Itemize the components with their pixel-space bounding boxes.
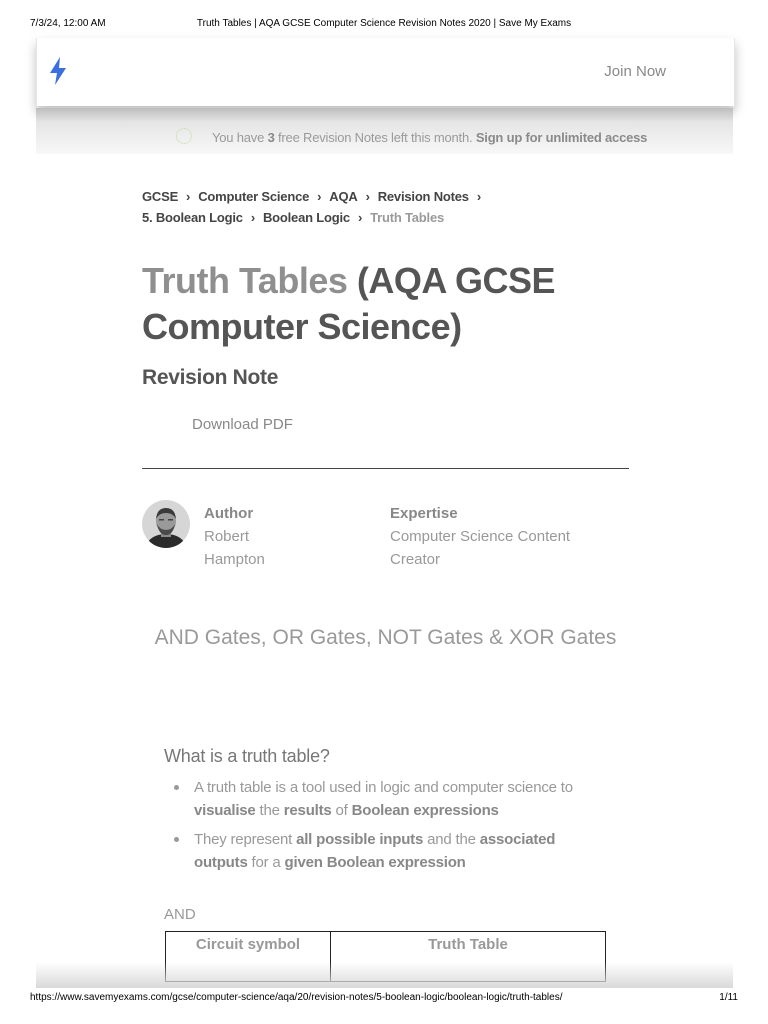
main-content [142, 186, 632, 953]
breadcrumb-aqa[interactable]: AQA [329, 189, 358, 204]
chevron-right-icon: › [365, 189, 370, 204]
page-title-topic: Truth Tables [142, 260, 348, 301]
breadcrumb-computer-science[interactable]: Computer Science [198, 189, 310, 204]
banner-count: 3 [267, 130, 275, 145]
bottom-fade [36, 962, 733, 988]
expertise-line-2: Creator [390, 551, 441, 568]
bullet-text: of [331, 802, 352, 819]
page-subtitle: Revision Note [142, 366, 279, 389]
column-header-truth-table: Truth Table [331, 932, 606, 982]
list-item [164, 776, 604, 822]
chevron-right-icon: › [250, 210, 255, 225]
page-title-course: (AQA GCSE Computer Science) [142, 260, 556, 347]
banner-message [176, 128, 647, 145]
chevron-right-icon: › [476, 189, 481, 204]
bullet-list [164, 776, 604, 880]
author-first-name: Robert [204, 528, 250, 545]
bullet-emphasis: visualise [194, 802, 256, 819]
expertise-line-1: Computer Science Content [390, 528, 571, 545]
breadcrumb-gcse[interactable]: GCSE [142, 189, 179, 204]
bullet-emphasis: Boolean expressions [351, 802, 499, 819]
print-doc-title: Truth Tables | AQA GCSE Computer Science Revision Notes 2020 | Save My Exams [196, 18, 572, 29]
bullet-text: and the [423, 831, 480, 848]
free-notes-banner [36, 108, 733, 154]
list-item [164, 828, 604, 874]
bullet-emphasis: given Boolean expression [284, 854, 466, 871]
chevron-right-icon: › [186, 189, 191, 204]
breadcrumb-revision-notes[interactable]: Revision Notes [377, 189, 469, 204]
section-heading: What is a truth table? [164, 746, 330, 766]
author-label: Author [204, 505, 254, 522]
column-header-circuit-symbol: Circuit symbol [166, 932, 331, 982]
progress-ring-icon [176, 128, 192, 144]
banner-suffix: free Revision Notes left this month. [274, 130, 476, 145]
print-url: https://www.savemyexams.com/gcse/computer-science/aqa/20/revision-notes/5-boolean-logic/boolean-logic/truth-tables/ [30, 992, 563, 1003]
bullet-emphasis: results [283, 802, 332, 819]
breadcrumb [142, 186, 632, 228]
join-now-link[interactable]: Join Now [604, 63, 666, 80]
print-datetime: 7/3/24, 12:00 AM [30, 18, 106, 29]
author-last-name: Hampton [204, 551, 265, 568]
bullet-text: the [255, 802, 284, 819]
author-column [204, 502, 265, 571]
expertise-column [390, 502, 570, 571]
bullet-text: They represent [194, 831, 297, 848]
signup-link[interactable]: Sign up for unlimited access [475, 130, 648, 145]
expertise-label: Expertise [390, 505, 458, 522]
bullet-text: A truth table is a tool used in logic and computer science to [194, 779, 573, 796]
author-block [142, 500, 632, 580]
page-title [142, 258, 632, 350]
divider [142, 468, 629, 469]
bullet-text: for a [247, 854, 285, 871]
chevron-right-icon: › [357, 210, 363, 225]
gate-label: AND [164, 906, 196, 923]
banner-prefix: You have [212, 130, 268, 145]
site-header [36, 38, 735, 106]
print-page-number: 1/11 [719, 992, 738, 1003]
bullet-emphasis: associated outputs [194, 831, 556, 871]
breadcrumb-boolean-logic-topic[interactable]: 5. Boolean Logic [142, 210, 243, 225]
lightning-bolt-icon[interactable] [47, 56, 69, 86]
breadcrumb-current: Truth Tables [370, 210, 445, 225]
avatar [142, 500, 190, 548]
section-title: AND Gates, OR Gates, NOT Gates & XOR Gates [154, 626, 617, 649]
bullet-emphasis: all possible inputs [296, 831, 424, 848]
chevron-right-icon: › [317, 189, 322, 204]
breadcrumb-boolean-logic[interactable]: Boolean Logic [262, 210, 350, 225]
download-pdf-link[interactable]: Download PDF [192, 416, 293, 433]
